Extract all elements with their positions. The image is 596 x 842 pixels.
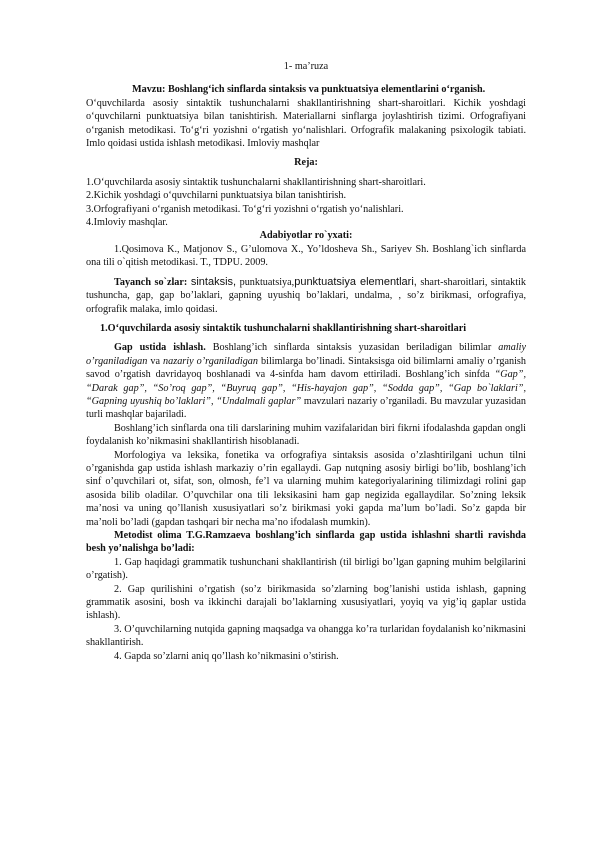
- paragraph-gap-ustida: [86, 341, 526, 421]
- p1-text-a: Boshlang’ich sinflarda sintaksis yuzasidan beriladigan bilimlar: [205, 342, 499, 354]
- literature-item: 1.Qosimova K., Matjonov S., G’ulomova X., Yo’ldosheva Sh., Sariyev Sh. Boshlang`ich sinflarda ona tili o`qitish metodikasi. T., TDPU. 2009.: [86, 243, 526, 269]
- plan-list: [86, 176, 526, 230]
- literature-heading: Adabiyotlar ro`yxati:: [259, 230, 353, 242]
- p1-italic-a: amaliy o’rganiladigan: [86, 342, 527, 367]
- direction-item: 4. Gapda so’zlarni aniq qo’llash ko’nikmasini o’stirish.: [114, 650, 339, 662]
- topic-label: Mavzu:: [132, 84, 166, 96]
- paragraph-3: Morfologiya va leksika, fonetika va orfografiya sintaksis asosida o’zlashtirilgani uchun tilni o’rganishda gap ustida ishlash markaziy o’rin egallaydi. Gap nutqning asosiy birligi bo’lib, boshlang’ich sinf o’quvchilari ot, sifat, son, olmosh, fe’l va ularning muhim kategoriyalarining tilimizdagi rolini gap asosida bilib oladilar. O’quvchilar ona tili leksikasini ham gap negizida egallaydilar. So’zning leksik ma’nosi va uning qo’llanish xususiyatlari so’z birikmasi yoki gapda ma’lum bo’ladi. So’z gapda bir ma’noli bo’ladi (gapdan tashqari bir necha ma’no ifodalash mumkin).: [86, 449, 526, 528]
- document-body: [86, 60, 526, 663]
- plan-item: 2.Kichik yoshdagi o‘quvchilarni punktuatsiya bilan tanishtirish.: [86, 190, 347, 202]
- direction-item: 2. Gap qurilishini o’rgatish (so’z birikmasida so’zlarning bog’lanishi ustida ishlash, gapning grammatik asosini, bosh va ikkinchi darajali bo’laklarning xususiyatlari, yoyiq va yig’iq gaplar ustida ishlash).: [86, 583, 526, 622]
- keyword-punktuatsiya-elementlari: punktuatsiya elementlari,: [294, 275, 417, 288]
- plan-heading: Reja:: [294, 157, 318, 169]
- topic-paragraph: [86, 83, 526, 96]
- p1-text-b: va: [147, 355, 164, 367]
- paragraph-2: Boshlang’ich sinflarda ona tili darslarining muhim vazifalaridan biri fikrni ifodalashda gapdan ongli foydalanish ko’nikmasini shakllantirish hisoblanadi.: [86, 422, 526, 448]
- plan-item: 1.O‘quvchilarda asosiy sintaktik tushunchalarni shakllantirishning shart-sharoitlari.: [86, 176, 426, 188]
- topic-summary: O‘quvchilarda asosiy sintaktik tushunchalarni shakllantirishning shart-sharoitlari. Kichik yoshdagi o‘quvchilarni punktuatsiya bilan tanishtirish. Materiallarni sinflarga joylashtirish tizimi. Orfografiyani o‘rganish metodikasi. To‘g‘ri yozishni o‘rgatish yo‘nalishlari. Orfografik malakaning psixologik tabiati. Imlo qoidasi ustida ishlash metodikasi. Imloviy mashqlar: [86, 97, 526, 150]
- keyword-sintaksis: sintaksis,: [190, 275, 237, 288]
- keywords-rest: shart-sharoitlari, sintaktik tushuncha, gap, gap bo’laklari, gapning uyushiq bo’laklari, undalma, , so’z birikmasi, orfografiya, orfografik malaka, imlo qoidasi.: [86, 276, 527, 315]
- p1-italic-b: nazariy o’rganiladigan: [163, 355, 258, 367]
- p1-text-d: mavzulari nazariy o’rganiladi. Bu mavzular yuzasidan turli mashqlar bajariladi.: [86, 395, 526, 421]
- topic-text: Boshlang‘ich sinflarda sintaksis va punktuatsiya elementlarini o‘rganish.: [167, 84, 486, 96]
- direction-item: 3. O’quvchilarning nutqida gapning maqsadga va ohangga ko’ra turlaridan foydalanish ko’nikmasini shakllantirish.: [86, 623, 526, 649]
- lecture-title: 1- ma’ruza: [283, 61, 329, 72]
- p1-italic-topics: “Gap”, “Darak gap”, “So’roq gap”, “Buyruq gap”, “His-hayajon gap”, “Sodda gap”, “Gap bo`laklari”, “Gapning uyushiq bo’laklari”, “Undalmali gaplar”: [86, 369, 526, 407]
- direction-item: 1. Gap haqidagi grammatik tushunchani shakllantirish (til birligi bo’lgan gapning muhim belgilarini o’rgatish).: [86, 556, 526, 582]
- section1-heading: 1.O‘quvchilarda asosiy sintaktik tushunchalarni shakllantirishning shart-sharoitlari: [100, 322, 467, 334]
- keywords-label: Tayanch so`zlar:: [114, 276, 188, 288]
- p1-text-c: bilimlarga bo’linadi. Sintaksisga oid bilimlarni amaliy o’rganish savod o’rgatish davridayoq boshlanadi va 4-sinfda ham davom ettiriladi. Boshlang’ich sinfda: [86, 355, 526, 381]
- keywords-paragraph: [86, 276, 526, 316]
- plan-item: 4.Imloviy mashqlar.: [86, 217, 168, 229]
- p1-lead: Gap ustida ishlash.: [114, 342, 206, 354]
- plan-item: 3.Orfografiyani o‘rganish metodikasi. To‘g‘ri yozishni o‘rgatish yo‘nalishlari.: [86, 203, 404, 215]
- keyword-punktuatsiya: punktuatsiya,: [239, 276, 295, 288]
- paragraph-4: Metodist olima T.G.Ramzaeva boshlang’ich sinflarda gap ustida ishlashni shartli ravishda besh yo’nalishga bo’ladi:: [86, 530, 526, 555]
